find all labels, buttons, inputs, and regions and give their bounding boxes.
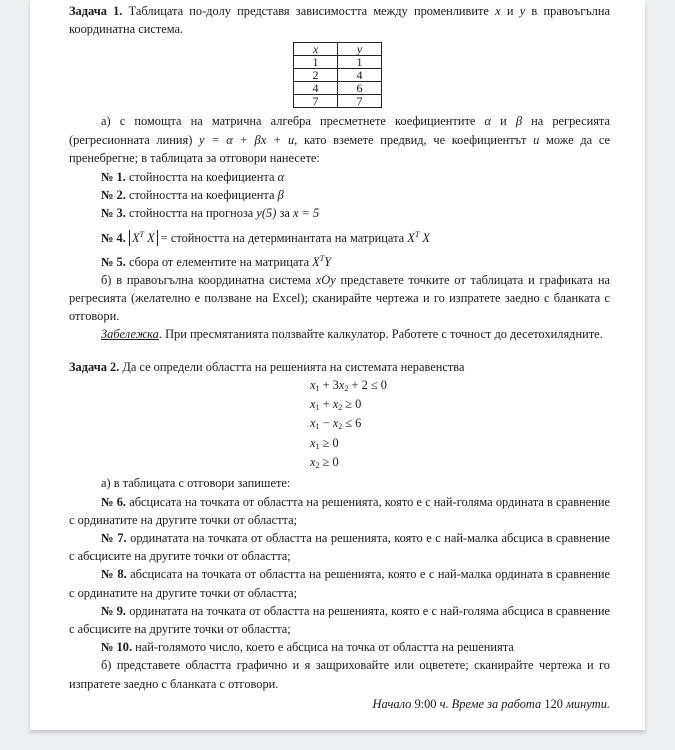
math-token: № 3. (101, 206, 126, 221)
math-token: + 3 (319, 377, 339, 392)
inequality-3 (310, 414, 610, 433)
inequality-2 (310, 395, 610, 414)
math-token: минути. (562, 696, 610, 711)
math-token: и (500, 4, 520, 18)
inequality-5 (310, 453, 610, 472)
math-token: 1 (315, 403, 320, 413)
math-token: № 9. (101, 603, 127, 618)
math-token: u (533, 132, 540, 147)
inequality-4 (310, 434, 610, 453)
math-token: x (310, 377, 316, 392)
inequality-1 (310, 376, 610, 395)
math-token: 1 (315, 441, 320, 451)
math-token: стойността на коефициента (125, 170, 278, 185)
math-token: най-голямото число, което е абсциса на точка от областта на решенията (132, 640, 514, 655)
math-token: xOy (315, 272, 336, 287)
math-token: x (310, 435, 316, 450)
math-token: x (495, 4, 501, 18)
math-token: T (414, 229, 420, 239)
math-token: 1 (315, 422, 320, 432)
math-token: 2 (315, 461, 320, 471)
task2-part-a: а) в таблицата с отговори запишете: (101, 476, 291, 491)
math-token: за (276, 206, 293, 221)
math-token: x (332, 397, 339, 412)
math-token: Таблицата по-долу представя зависимостта между променливите (128, 4, 496, 18)
math-token: стойността на коефициента (125, 188, 278, 203)
math-token: α (277, 170, 285, 185)
math-token: 2 (338, 422, 343, 432)
math-token: X (131, 230, 140, 245)
math-token: Начало (372, 696, 415, 711)
math-token: 1 (315, 383, 320, 393)
answer-item-8 (69, 565, 610, 601)
task1-note (69, 325, 610, 343)
math-token: № 4. (101, 230, 126, 245)
table-header-row (294, 43, 382, 56)
math-token: . При пресмятанията ползвайте калкулатор. Работете с точност до десетохилядните. (158, 327, 603, 342)
math-token: сбора от елементите на матрицата (125, 254, 313, 269)
math-token: Y (324, 254, 332, 269)
math-token: ≥ 0 (342, 397, 362, 412)
math-token: T (319, 253, 325, 263)
math-token: x (338, 377, 345, 392)
regression-formula: y = α + βx + u (199, 132, 295, 147)
math-token: β (515, 114, 522, 129)
math-token: в правоъгълна координатна система. (69, 4, 610, 37)
math-token: и (491, 114, 516, 129)
duration: 120 (544, 696, 563, 711)
math-token: y(5) (256, 206, 277, 221)
math-token: абсцисата на точката от областта на решенията, която е с най-малка ордината в сравнение с ординатите на другите точки от областта; (69, 567, 610, 600)
note-label: Забележка (101, 327, 159, 342)
math-token: y (519, 4, 526, 18)
table-row (294, 95, 382, 108)
math-token: T (139, 229, 144, 239)
math-token: x (332, 416, 339, 431)
answer-item-10 (69, 638, 610, 656)
table-cell: 1 (294, 56, 338, 69)
math-token: на регресията (регресионната линия) (69, 114, 610, 147)
math-token: + 2 ≤ 0 (348, 377, 387, 392)
exam-timing (69, 695, 610, 713)
answer-item-9 (69, 602, 610, 638)
answer-item-3 (69, 204, 610, 222)
math-token: Да се определи областта на решенията на системата неравенства (119, 359, 465, 374)
task2-part-b: б) представете областта графично и я защриховайте или оцветете; сканирайте чертежа и го изпратете заедно с бланката с отговори. (69, 658, 610, 691)
task2-title: Задача 2. (69, 359, 120, 374)
math-token: X (422, 230, 430, 245)
xy-data-table (293, 42, 382, 108)
math-token: α (484, 114, 491, 129)
inequality-system (69, 376, 610, 472)
answer-item-7 (69, 529, 610, 565)
math-token: б) в правоъгълна координатна система (101, 272, 316, 287)
math-token: № 10. (101, 640, 133, 655)
math-token: № 1. (101, 170, 126, 185)
task1-part-a (69, 112, 610, 167)
task2-intro (69, 358, 610, 376)
table-row (294, 56, 382, 69)
math-token: x (310, 397, 316, 412)
math-token: а) с помощта на матрична алгебра пресметнете коефициентите (101, 114, 485, 129)
answer-item-2 (69, 186, 610, 204)
math-token: ч. Време за работа (436, 696, 545, 711)
math-token: X (407, 230, 415, 245)
math-token: x (310, 455, 316, 470)
math-token: № 5. (101, 254, 126, 269)
section-gap (69, 344, 610, 358)
math-token: x = 5 (292, 206, 320, 221)
table-cell: 4 (294, 82, 338, 95)
math-token: β (277, 188, 284, 203)
math-token: X (147, 230, 155, 245)
math-token: + (319, 397, 333, 412)
table-cell: 7 (338, 95, 382, 108)
math-token: ≥ 0 (319, 455, 339, 470)
math-token: X (312, 254, 320, 269)
math-token: x (310, 416, 316, 431)
math-token: ≥ 0 (319, 435, 339, 450)
math-token: стойността на прогноза (125, 206, 257, 221)
table-header-x: x (294, 43, 338, 56)
document-content (69, 0, 610, 713)
math-token: № 8. (101, 567, 127, 582)
answer-item-6 (69, 493, 610, 529)
math-token: 2 (344, 383, 349, 393)
math-token: ≤ 6 (342, 416, 362, 431)
determinant-expression (129, 230, 158, 246)
table-row (294, 69, 382, 82)
math-token: = стойността на детерминантата на матрицата (157, 230, 408, 245)
math-token: − (319, 416, 333, 431)
table-header-y: y (338, 43, 382, 56)
table-row (294, 82, 382, 95)
document-page (30, 0, 645, 730)
math-token: , като вземете предвид, че коефициентът (294, 132, 534, 147)
math-token: № 2. (101, 188, 126, 203)
task1-title: Задача 1. (69, 4, 123, 18)
table-cell: 7 (294, 95, 338, 108)
math-token: 2 (338, 403, 343, 413)
table-cell: 6 (338, 82, 382, 95)
math-token: № 6. (101, 494, 127, 509)
start-time: 9:00 (414, 696, 437, 711)
answer-item-5 (69, 253, 610, 271)
math-token: представете точките от таблицата и графиката на регресията (желателно е ползване на Excel); сканирайте чертежа и го изпратете заедно с бланката с отговори. (69, 272, 610, 324)
math-token: ординатата на точката от областта на решенията, която е с най-голяма абсциса в сравнение с абсцисите на другите точки от областта; (69, 603, 610, 636)
math-token: ординатата на точката от областта на решенията, която е с най-малка абсциса в сравнение с абсцисите на другите точки от областта; (69, 530, 610, 564)
table-cell: 1 (338, 56, 382, 69)
math-token: абсцисата на точката от областта на решенията, която е с най-голяма ордината в сравнение с ординатите на другите точки от областта; (69, 494, 610, 527)
math-token: № 7. (101, 530, 127, 545)
task1-part-b (69, 271, 610, 326)
answer-item-1 (69, 168, 610, 186)
table-cell: 4 (338, 69, 382, 82)
answer-item-4 (69, 227, 610, 249)
task1-intro (69, 2, 610, 38)
table-cell: 2 (294, 69, 338, 82)
math-token: може да се пренебрегне; в таблицата за отговори нанесете: (69, 132, 611, 165)
